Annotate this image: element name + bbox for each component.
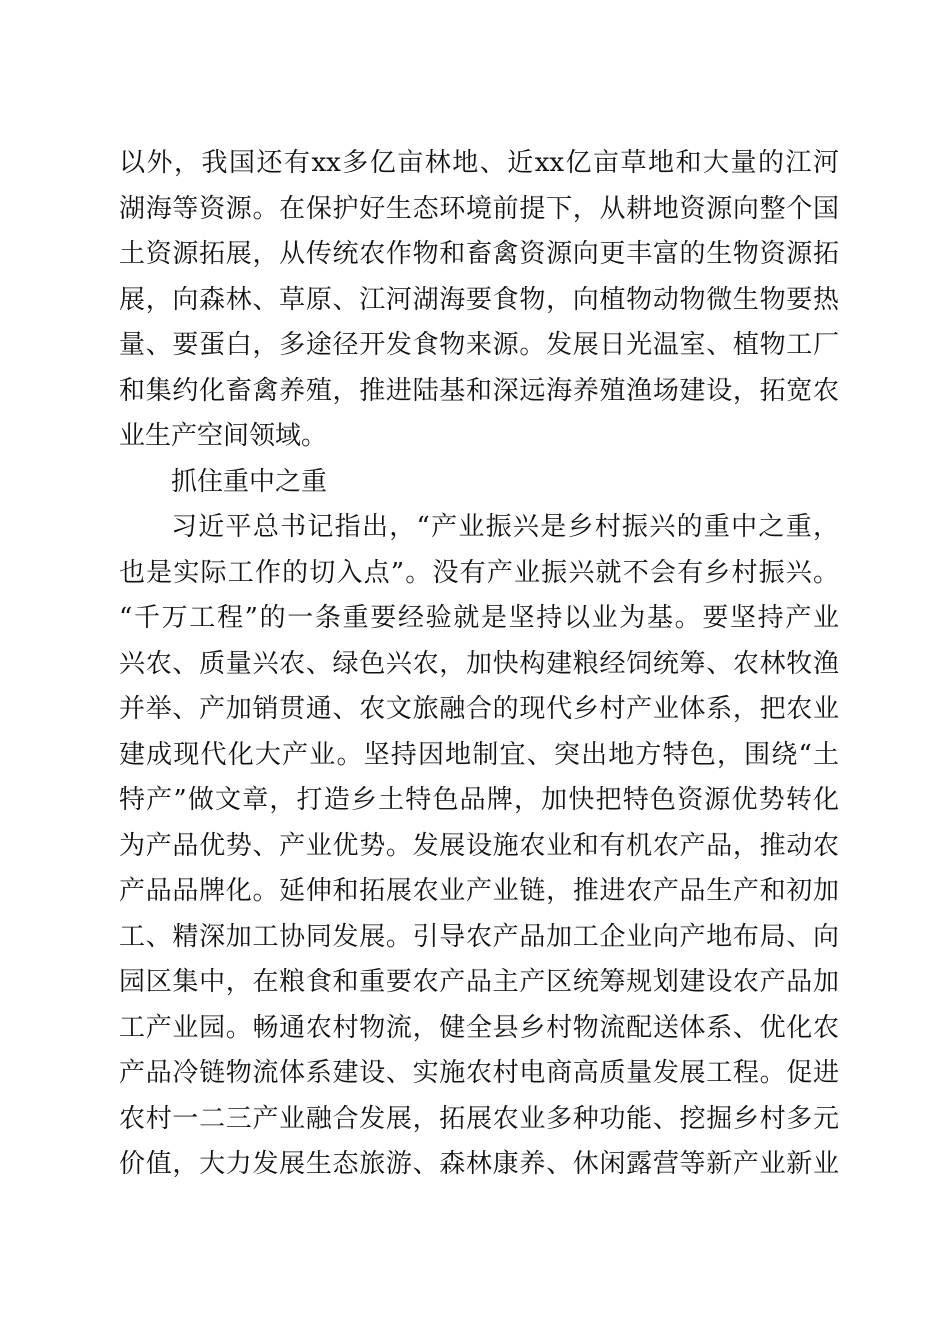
text-line: 也是实际工作的切入点”。没有产业振兴就不会有乡村振兴。 bbox=[119, 557, 839, 588]
text-line: 建成现代化大产业。坚持因地制宜、突出地方特色，围绕“土 bbox=[119, 739, 839, 770]
text-line: 量、要蛋白，多途径开发食物来源。发展日光温室、植物工厂 bbox=[119, 330, 839, 360]
paragraph-end-line: 业生产空间领域。 bbox=[119, 421, 328, 451]
text-line: 为产品优势、产业优势。发展设施农业和有机农产品，推动农 bbox=[119, 830, 839, 861]
text-line: 产品冷链物流体系建设、实施农村电商高质量发展工程。促进 bbox=[119, 1058, 839, 1088]
text-line: 工产业园。畅通农村物流，健全县乡村物流配送体系、优化农 bbox=[119, 1012, 839, 1043]
text-line: 并举、产加销贯通、农文旅融合的现代乡村产业体系，把农业 bbox=[119, 694, 839, 724]
text-line: 以外，我国还有xx多亿亩林地、近xx亿亩草地和大量的江河 bbox=[119, 148, 839, 178]
text-line: 特产”做文章，打造乡土特色品牌，加快把特色资源优势转化 bbox=[119, 785, 839, 815]
text-line: 展，向森林、草原、江河湖海要食物，向植物动物微生物要热 bbox=[119, 284, 839, 315]
text-line: 工、精深加工协同发展。引导农产品加工企业向产地布局、向 bbox=[119, 921, 839, 952]
text-line: 产品品牌化。延伸和拓展农业产业链，推进农产品生产和初加 bbox=[119, 876, 839, 906]
text-line: “千万工程”的一条重要经验就是坚持以业为基。要坚持产业 bbox=[119, 603, 839, 633]
text-line: 农村一二三产业融合发展，拓展农业多种功能、挖掘乡村多元 bbox=[119, 1103, 839, 1134]
text-line: 价值，大力发展生态旅游、森林康养、休闲露营等新产业新业 bbox=[119, 1149, 839, 1179]
text-line: 兴农、质量兴农、绿色兴农，加快构建粮经饲统筹、农林牧渔 bbox=[119, 648, 839, 679]
text-line: 和集约化畜禽养殖，推进陆基和深远海养殖渔场建设，拓宽农 bbox=[119, 375, 839, 406]
paragraph-first-line: 习近平总书记指出，“产业振兴是乡村振兴的重中之重， bbox=[171, 512, 839, 542]
section-heading: 抓住重中之重 bbox=[171, 466, 328, 497]
body-text bbox=[119, 141, 839, 1188]
text-line: 土资源拓展，从传统农作物和畜禽资源向更丰富的生物资源拓 bbox=[119, 239, 839, 269]
text-line: 湖海等资源。在保护好生态环境前提下，从耕地资源向整个国 bbox=[119, 193, 839, 224]
text-line: 园区集中，在粮食和重要农产品主产区统筹规划建设农产品加 bbox=[119, 967, 839, 997]
